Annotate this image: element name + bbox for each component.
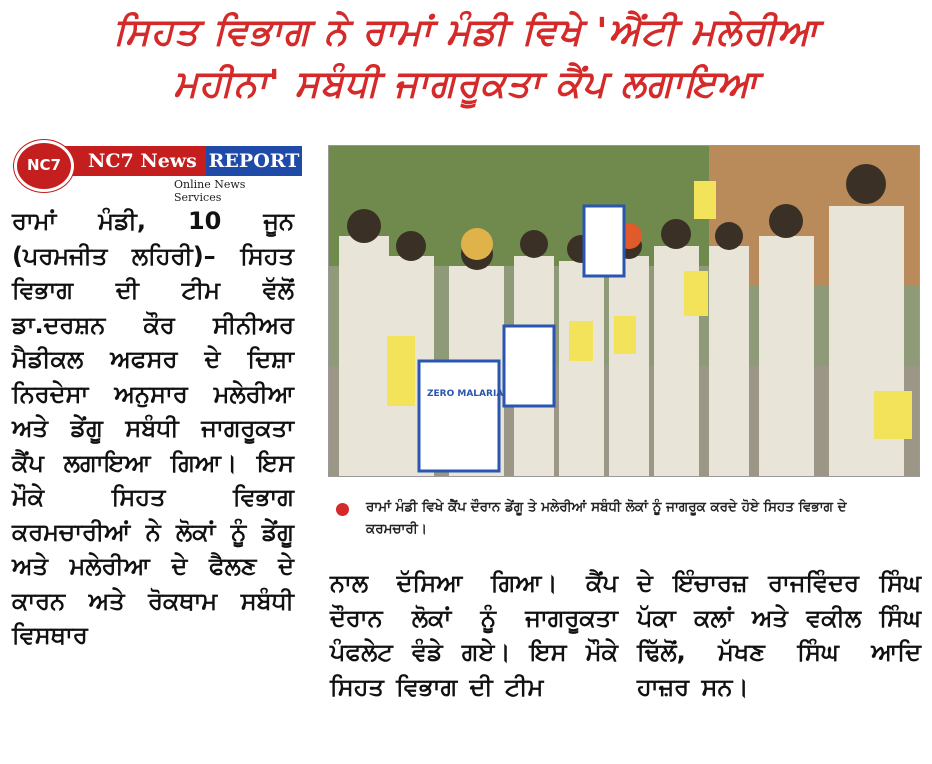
headline: [0, 6, 932, 110]
logo-tagline: Online News Services: [174, 178, 246, 204]
article-column-2: ਨਾਲ ਦੱਸਿਆ ਗਿਆ। ਕੈਂਪ ਦੌਰਾਨ ਲੋਕਾਂ ਨੂੰ ਜਾਗਰੂਕਤਾ ਪੰਫਲੇਟ ਵੰਡੇ ਗਏ। ਇਸ ਮੌਕੇ ਸਿਹਤ ਵਿਭਾਗ ਦੀ ਟੀਮ: [330, 569, 618, 701]
nc7-news-logo: [14, 140, 300, 204]
news-photo: [328, 145, 920, 477]
photo-illustration: [329, 146, 919, 476]
caption-bullet-icon: [336, 503, 349, 516]
pamphlet-text: ZERO MALARIA: [427, 389, 504, 399]
headline-line-1: ਸਿਹਤ ਵਿਭਾਗ ਨੇ ਰਾਮਾਂ ਮੰਡੀ ਵਿਖੇ 'ਐਂਟੀ ਮਲੇਰੀਆ: [113, 10, 819, 53]
logo-name: NC7 News: [54, 146, 206, 176]
article-column-3: ਦੇ ਇੰਚਾਰਜ਼ ਰਾਜਵਿੰਦਰ ਸਿੰਘ ਪੱਕਾ ਕਲਾਂ ਅਤੇ ਵਕੀਲ ਸਿੰਘ ਢਿੱਲੋਂ, ਮੱਖਣ ਸਿੰਘ ਆਦਿ ਹਾਜ਼ਰ ਸਨ।: [637, 569, 921, 701]
article-column-1: ਰਾਮਾਂ ਮੰਡੀ, 10 ਜੂਨ (ਪਰਮਜੀਤ ਲਹਿਰੀ)– ਸਿਹਤ ਵਿਭਾਗ ਦੀ ਟੀਮ ਵੱਲੋਂ ਡਾ.ਦਰਸ਼ਨ ਕੌਰ ਸੀਨੀਅਰ ਮੈਡੀਕਲ ਅਫਸਰ ਦੇ ਦਿਸ਼ਾ ਨਿਰਦੇਸਾ ਅਨੁਸਾਰ ਮਲੇਰੀਆ ਅਤੇ ਡੇਂਗੂ ਸਬੰਧੀ ਜਾਗਰੂਕਤਾ ਕੈਂਪ ਲਗਾਇਆ ਗਿਆ। ਇਸ ਮੌਕੇ ਸਿਹਤ ਵਿਭਾਗ ਕਰਮਚਾਰੀਆਂ ਨੇ ਲੋਕਾਂ ਨੂੰ ਡੇਂਗੂ ਅਤੇ ਮਲੇਰੀਆ ਦੇ ਫੈਲਣ ਦੇ ਕਾਰਨ ਅਤੇ ਰੋਕਥਾਮ ਸਬੰਧੀ ਵਿਸਥਾਰ: [12, 207, 294, 649]
photo-caption: ਰਾਮਾਂ ਮੰਡੀ ਵਿਖੇ ਕੈਂਪ ਦੌਰਾਨ ਡੇਂਗੂ ਤੇ ਮਲੇਰੀਆਂ ਸਬੰਧੀ ਲੋਕਾਂ ਨੂੰ ਜਾਗਰੂਕ ਕਰਦੇ ਹੋਏ ਸਿਹਤ ਵਿਭਾਗ ਦੇ ਕਰਮਚਾਰੀ।: [366, 499, 847, 537]
logo-badge: NC7: [14, 140, 74, 192]
headline-line-2: ਮਹੀਨਾ' ਸਬੰਧੀ ਜਾਗਰੂਕਤਾ ਕੈਂਪ ਲਗਾਇਆ: [173, 62, 759, 105]
logo-report: REPORT: [206, 146, 302, 176]
